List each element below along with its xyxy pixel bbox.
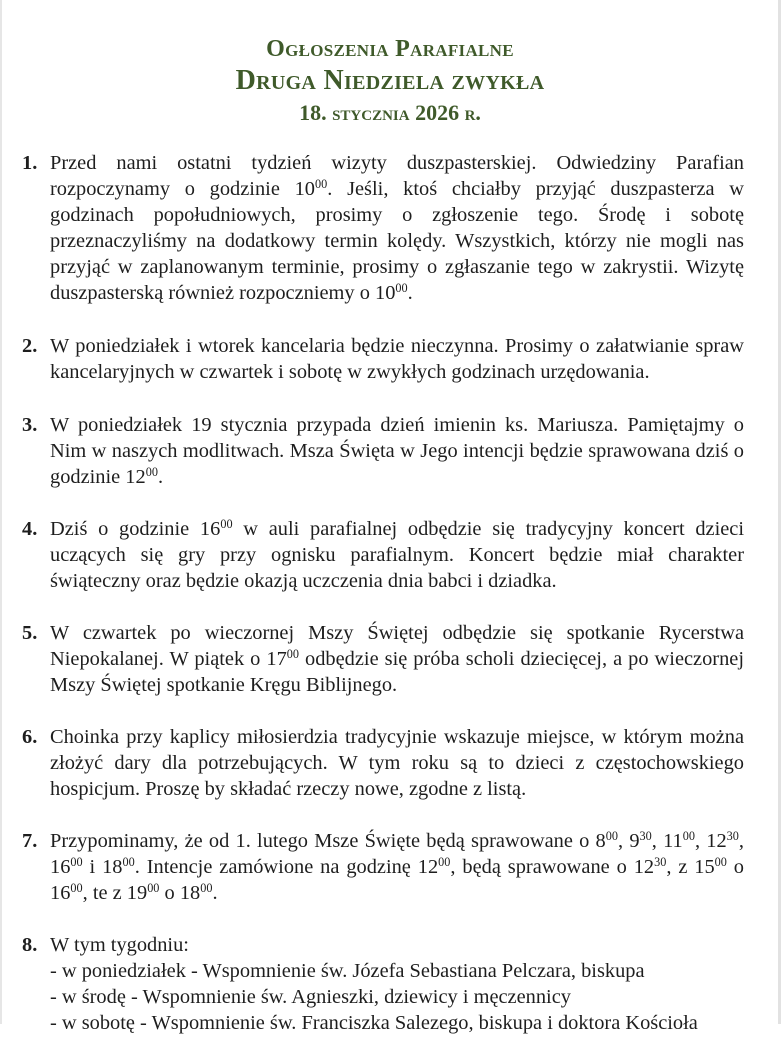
announcement-number: 8. xyxy=(22,934,38,956)
time-minutes: 00 xyxy=(70,881,83,896)
time-minutes: 00 xyxy=(200,881,213,896)
date-month: stycznia xyxy=(332,100,410,125)
announcement-item xyxy=(22,150,744,306)
time-minutes: 00 xyxy=(605,829,618,844)
announcement-number: 4. xyxy=(22,518,38,540)
feast-line: - w środę - Wspomnienie św. Agnieszki, dziewicy i męczennicy xyxy=(50,986,571,1008)
time-minutes: 00 xyxy=(286,647,300,662)
time-minutes: 00 xyxy=(145,465,158,480)
announcement-number: 7. xyxy=(22,830,38,852)
time-minutes: 00 xyxy=(395,281,408,296)
announcement-intro: W tym tygodniu: xyxy=(50,934,189,956)
page-date xyxy=(2,98,778,128)
announcement-text: W czwartek po wieczornej Mszy Świętej odbędzie się spotkanie Rycerstwa Niepokalanej. W piątek o $17^{00}$ odbędzie się próba scholi dziecięcej, a po wieczornej Mszy Świętej spotkanie Kręgu Biblijnego. xyxy=(50,622,744,696)
time-minutes: 30 xyxy=(639,829,652,844)
announcement-number: 3. xyxy=(22,414,38,436)
announcement-body xyxy=(50,150,744,306)
announcement-body xyxy=(50,620,744,698)
announcement-body xyxy=(50,828,744,906)
time-minutes: 00 xyxy=(220,517,233,532)
time-minutes: 00 xyxy=(315,177,328,192)
announcement-text: W poniedziałek i wtorek kancelaria będzie nieczynna. Prosimy o załatwianie spraw kancelaryjnych w czwartek i sobotę w zwykłych godzinach urzędowania. xyxy=(50,335,744,383)
feast-line: - w sobotę - Wspomnienie św. Franciszka Salezego, biskupa i doktora Kościoła xyxy=(50,1012,698,1034)
announcement-text: Dziś o godzinie $16^{00}$ w auli parafialnej odbędzie się tradycyjny koncert dzieci uczących się gry przy ognisku parafialnym. Koncert będzie miał charakter świąteczny oraz będzie okazją uczczenia dnia babci i dziadka. xyxy=(50,517,745,592)
announcement-number: 6. xyxy=(22,726,38,748)
announcement-item xyxy=(22,724,744,802)
announcement-item xyxy=(22,333,744,385)
announcement-number: 1. xyxy=(22,152,38,174)
time-minutes: 00 xyxy=(147,881,160,896)
announcement-list xyxy=(22,150,744,1062)
page-header xyxy=(2,34,778,128)
announcement-item xyxy=(22,932,744,1036)
date-year: 2026 xyxy=(415,100,460,125)
time-minutes: 00 xyxy=(70,855,83,870)
date-day: 18. xyxy=(299,100,327,125)
feast-line: - w poniedziałek - Wspomnienie św. Józefa Sebastiana Pelczara, biskupa xyxy=(50,960,645,982)
announcement-body xyxy=(50,516,744,594)
announcement-text: Choinka przy kaplicy miłosierdzia tradycyjnie wskazuje miejsce, w którym można złożyć dary dla potrzebujących. W tym roku są to dzieci z częstochowskiego hospicjum. Proszę by składać rzeczy nowe, zgodne z listą. xyxy=(50,726,744,800)
announcement-item xyxy=(22,412,744,490)
time-minutes: 30 xyxy=(726,829,739,844)
announcement-item xyxy=(22,516,744,594)
announcement-body xyxy=(50,932,744,1036)
announcement-body xyxy=(50,412,744,490)
time-minutes: 00 xyxy=(438,855,451,870)
announcement-body xyxy=(50,724,744,802)
announcement-text: W poniedziałek 19 stycznia przypada dzień imienin ks. Mariusza. Pamiętajmy o Nim w naszych modlitwach. Msza Święta w Jego intencji będzie sprawowana dziś o godzinie $12^{00}$. xyxy=(50,414,744,488)
time-minutes: 30 xyxy=(654,855,667,870)
announcement-text: Przed nami ostatni tydzień wizyty duszpasterskiej. Odwiedziny Parafian rozpoczynamy o godzinie $10^{00}$. Jeśli, ktoś chciałby przyjąć duszpasterza w godzinach popołudniowych, prosimy o zgłoszenie tego. Środę i sobotę przeznaczyliśmy na dodatkowy termin kolędy. Wszystkich, którzy nie mogli nas przyjąć w zaplanowanym terminie, prosimy o zgłaszanie tego w zakrystii. Wizytę duszpasterską również rozpoczniemy o $10^{00}$. xyxy=(50,152,744,304)
time-minutes: 00 xyxy=(682,829,695,844)
time-minutes: 00 xyxy=(122,855,135,870)
page-subtitle: Druga Niedziela zwykła xyxy=(235,65,545,96)
announcement-item xyxy=(22,620,744,698)
announcement-number: 5. xyxy=(22,622,38,644)
announcement-item xyxy=(22,828,744,906)
time-minutes: 00 xyxy=(714,855,727,870)
announcement-number: 2. xyxy=(22,335,38,357)
announcement-text: Przypominamy, że od 1. lutego Msze Święte będą sprawowane o $8^{00}$, $9^{30}$, $11^{00}$, $12^{30}$, $16^{00}$ i $18^{00}$. Intencje zamówione na godzinę $12^{00}$, będą sprawowane o $12^{30}$, z $15^{00}$ o $16^{00}$, te z $19^{00}$ o $18^{00}$. xyxy=(50,829,745,904)
page-title: Ogłoszenia Parafialne xyxy=(266,36,514,62)
announcement-body xyxy=(50,333,744,385)
date-suffix: r. xyxy=(464,100,481,125)
